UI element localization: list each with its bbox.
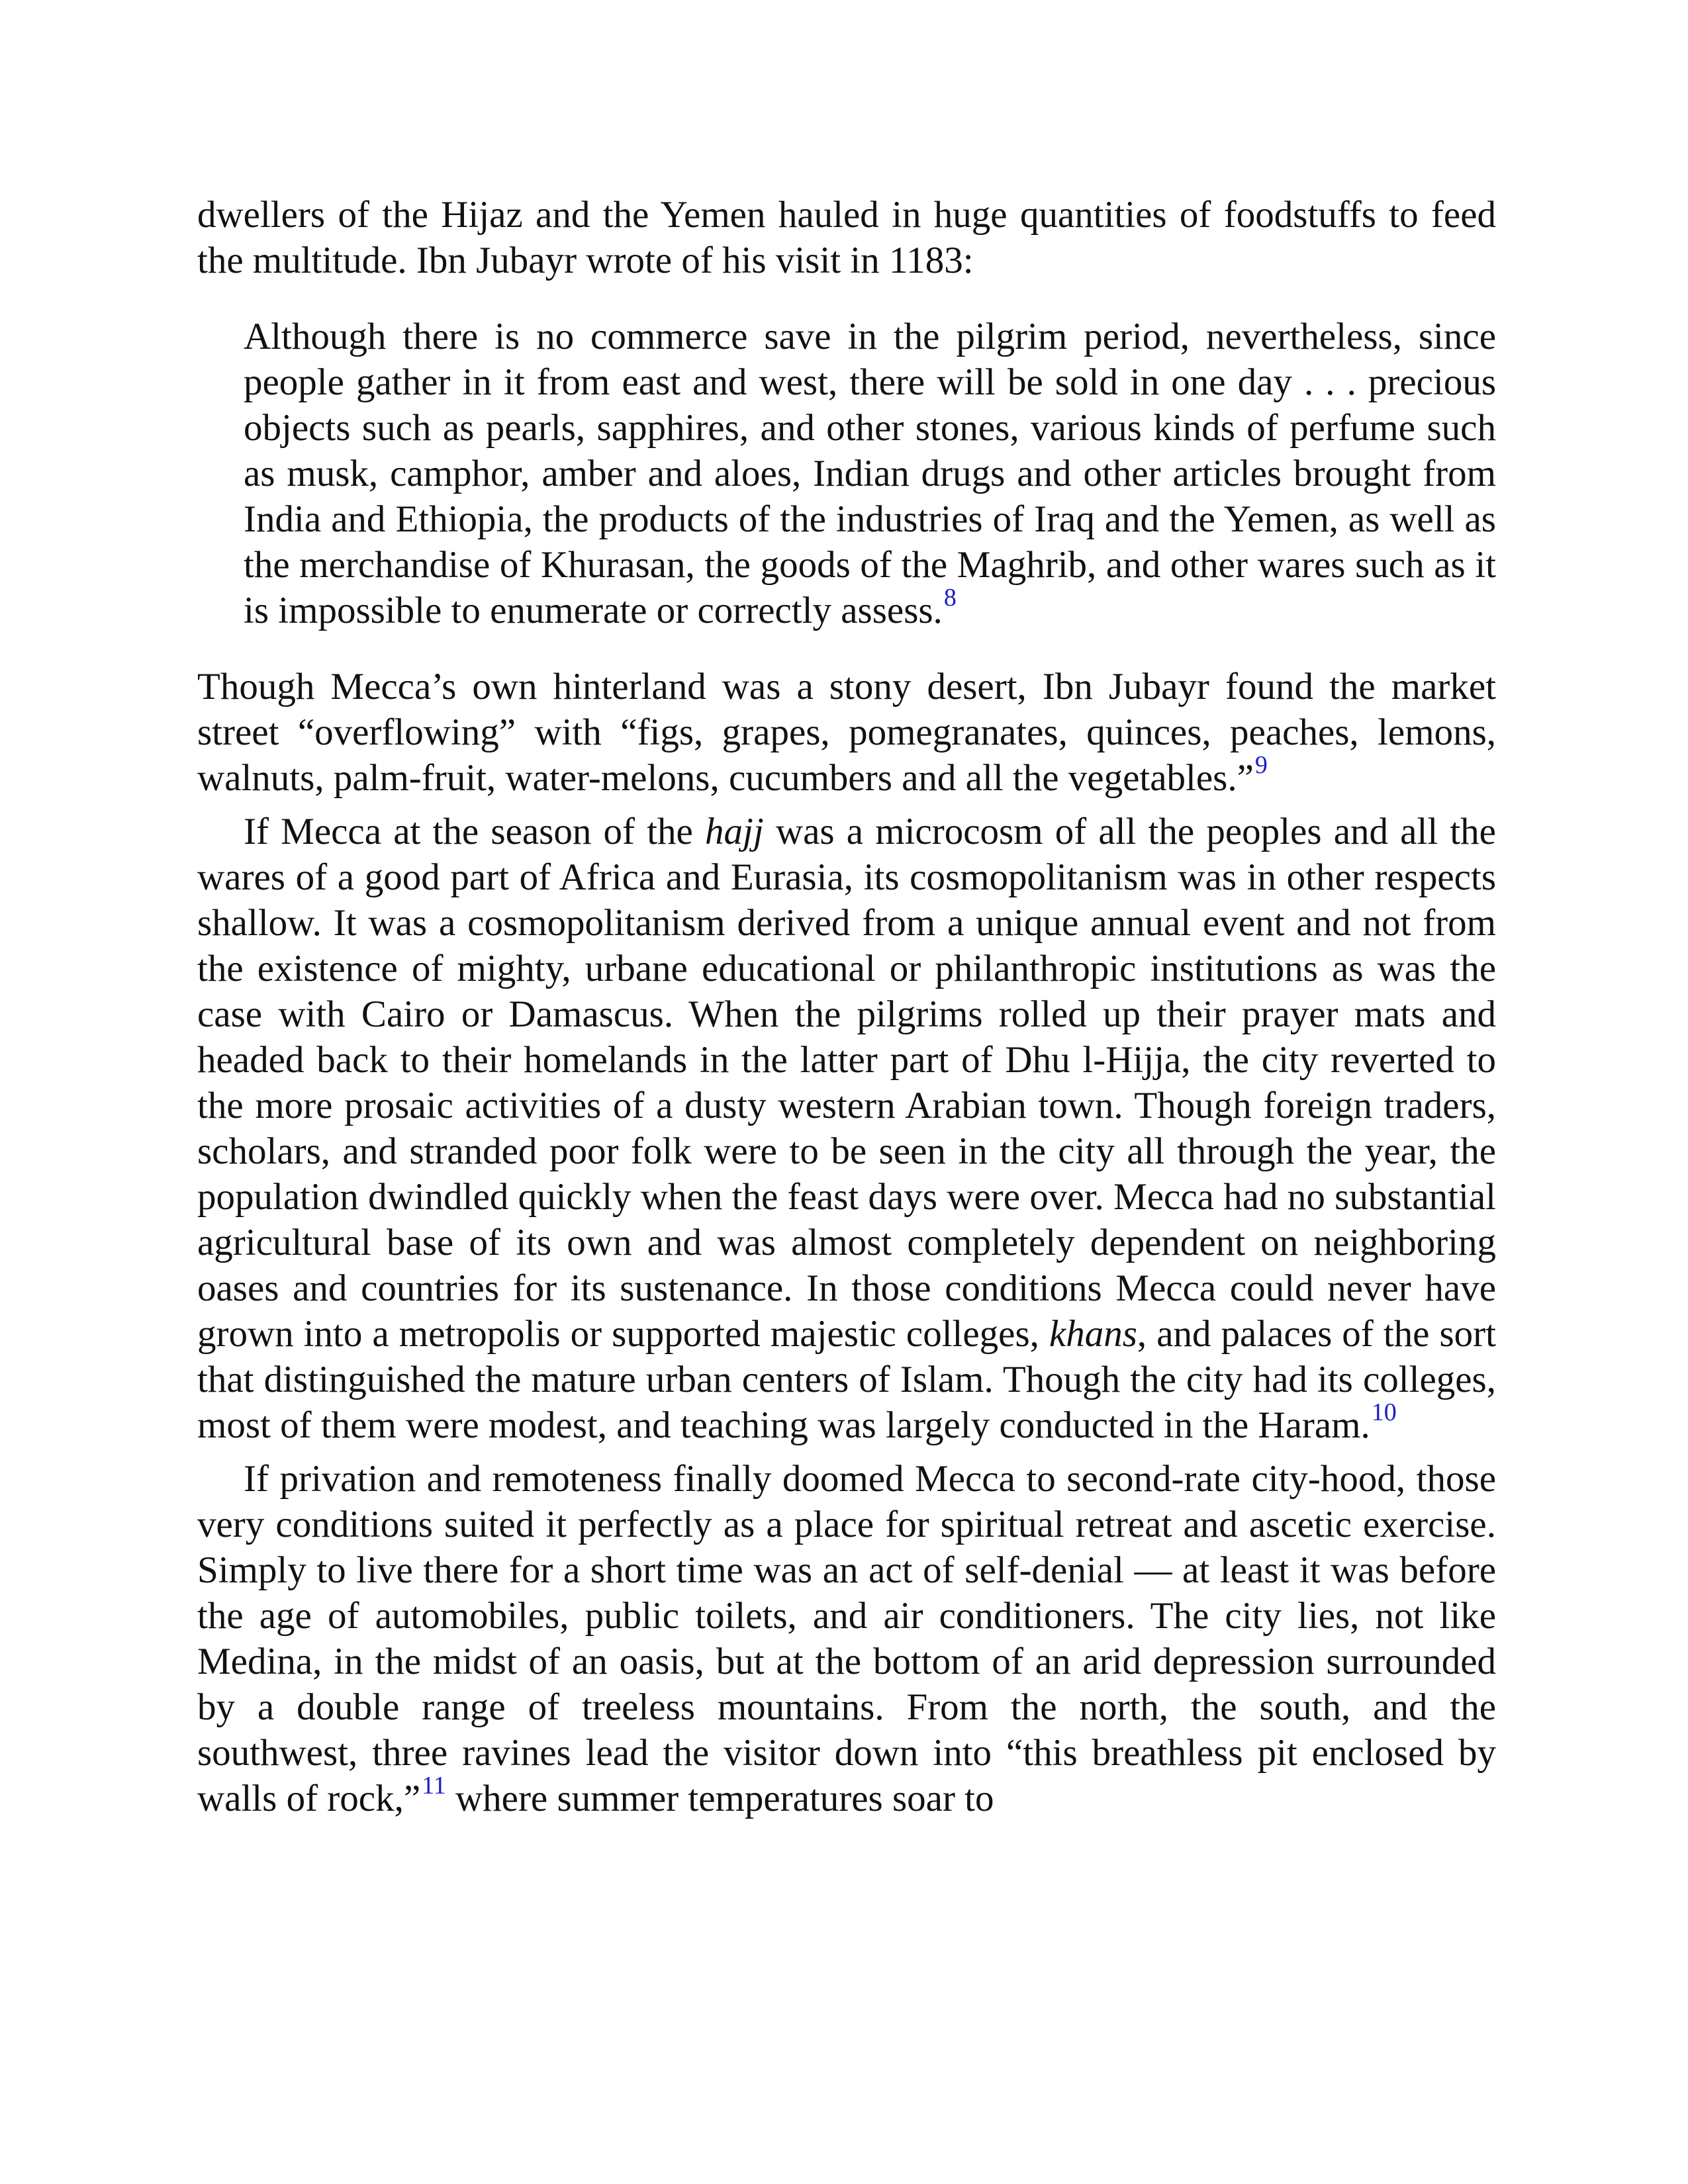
footnote-ref-10[interactable]: 10 xyxy=(1371,1398,1397,1426)
paragraph-1 xyxy=(197,192,1496,283)
footnote-ref-11[interactable]: 11 xyxy=(422,1772,446,1799)
block-quote xyxy=(244,314,1496,633)
paragraph-4-text-b: where summer temperatures soar to xyxy=(445,1778,994,1819)
paragraph-1-text: dwellers of the Hijaz and the Yemen hauled in huge quantities of foodstuffs to feed the multitude. Ibn Jubayr wrote of his visit in 1183: xyxy=(197,194,1496,281)
paragraph-4 xyxy=(197,1456,1496,1821)
paragraph-3-text-c: , and palaces of the sort that distinguished the mature urban centers of Islam. Though the city had its colleges, most of them were modest, and teaching was largely conducted in the Haram. xyxy=(197,1313,1496,1446)
block-quote-text: Although there is no commerce save in the pilgrim period, nevertheless, since people gather in it from east and west, there will be sold in one day . . . precious objects such as pearls, sapphires, and other stones, various kinds of perfume such as musk, camphor, amber and aloes, Indian drugs and other articles brought from India and Ethiopia, the products of the industries of Iraq and the Yemen, as well as the merchandise of Khurasan, the goods of the Maghrib, and other wares such as it is impossible to enumerate or correctly assess. xyxy=(244,316,1496,631)
paragraph-3 xyxy=(197,809,1496,1448)
paragraph-3-text-b: was a microcosm of all the peoples and all the wares of a good part of Africa and Eurasia, its cosmopolitanism was in other respects shallow. It was a cosmopolitanism derived from a unique annual event and not from the existence of mighty, urbane educational or philanthropic institutions as was the case with Cairo or Damascus. When the pilgrims rolled up their prayer mats and headed back to their homelands in the latter part of Dhu l-Hijja, the city reverted to the more prosaic activities of a dusty western Arabian town. Though foreign traders, scholars, and stranded poor folk were to be seen in the city all through the year, the population dwindled quickly when the feast days were over. Mecca had no substantial agricultural base of its own and was almost completely dependent on neighboring oases and countries for its sustenance. In those conditions Mecca could never have grown into a metropolis or supported majestic colleges, xyxy=(197,811,1496,1355)
paragraph-3-text-a: If Mecca at the season of the xyxy=(244,811,706,852)
page-body xyxy=(197,192,1496,1821)
footnote-ref-8[interactable]: 8 xyxy=(943,584,957,612)
footnote-ref-9[interactable]: 9 xyxy=(1254,751,1268,779)
paragraph-3-italic-khans: khans xyxy=(1049,1313,1137,1355)
paragraph-3-italic-hajj: hajj xyxy=(705,811,764,852)
paragraph-4-text-a: If privation and remoteness finally doomed Mecca to second-rate city-hood, those very conditions suited it perfectly as a place for spiritual retreat and ascetic exercise. Simply to live there for a short time was an act of self-denial — at least it was before the age of automobiles, public toilets, and air conditioners. The city lies, not like Medina, in the midst of an oasis, but at the bottom of an arid depression surrounded by a double range of treeless mountains. From the north, the south, and the southwest, three ravines lead the visitor down into “this breathless pit enclosed by walls of rock,” xyxy=(197,1458,1496,1819)
paragraph-2 xyxy=(197,664,1496,801)
paragraph-2-text: Though Mecca’s own hinterland was a stony desert, Ibn Jubayr found the market street “overflowing” with “figs, grapes, pomegranates, quinces, peaches, lemons, walnuts, palm-fruit, water-melons, cucumbers and all the vegetables.” xyxy=(197,666,1496,799)
